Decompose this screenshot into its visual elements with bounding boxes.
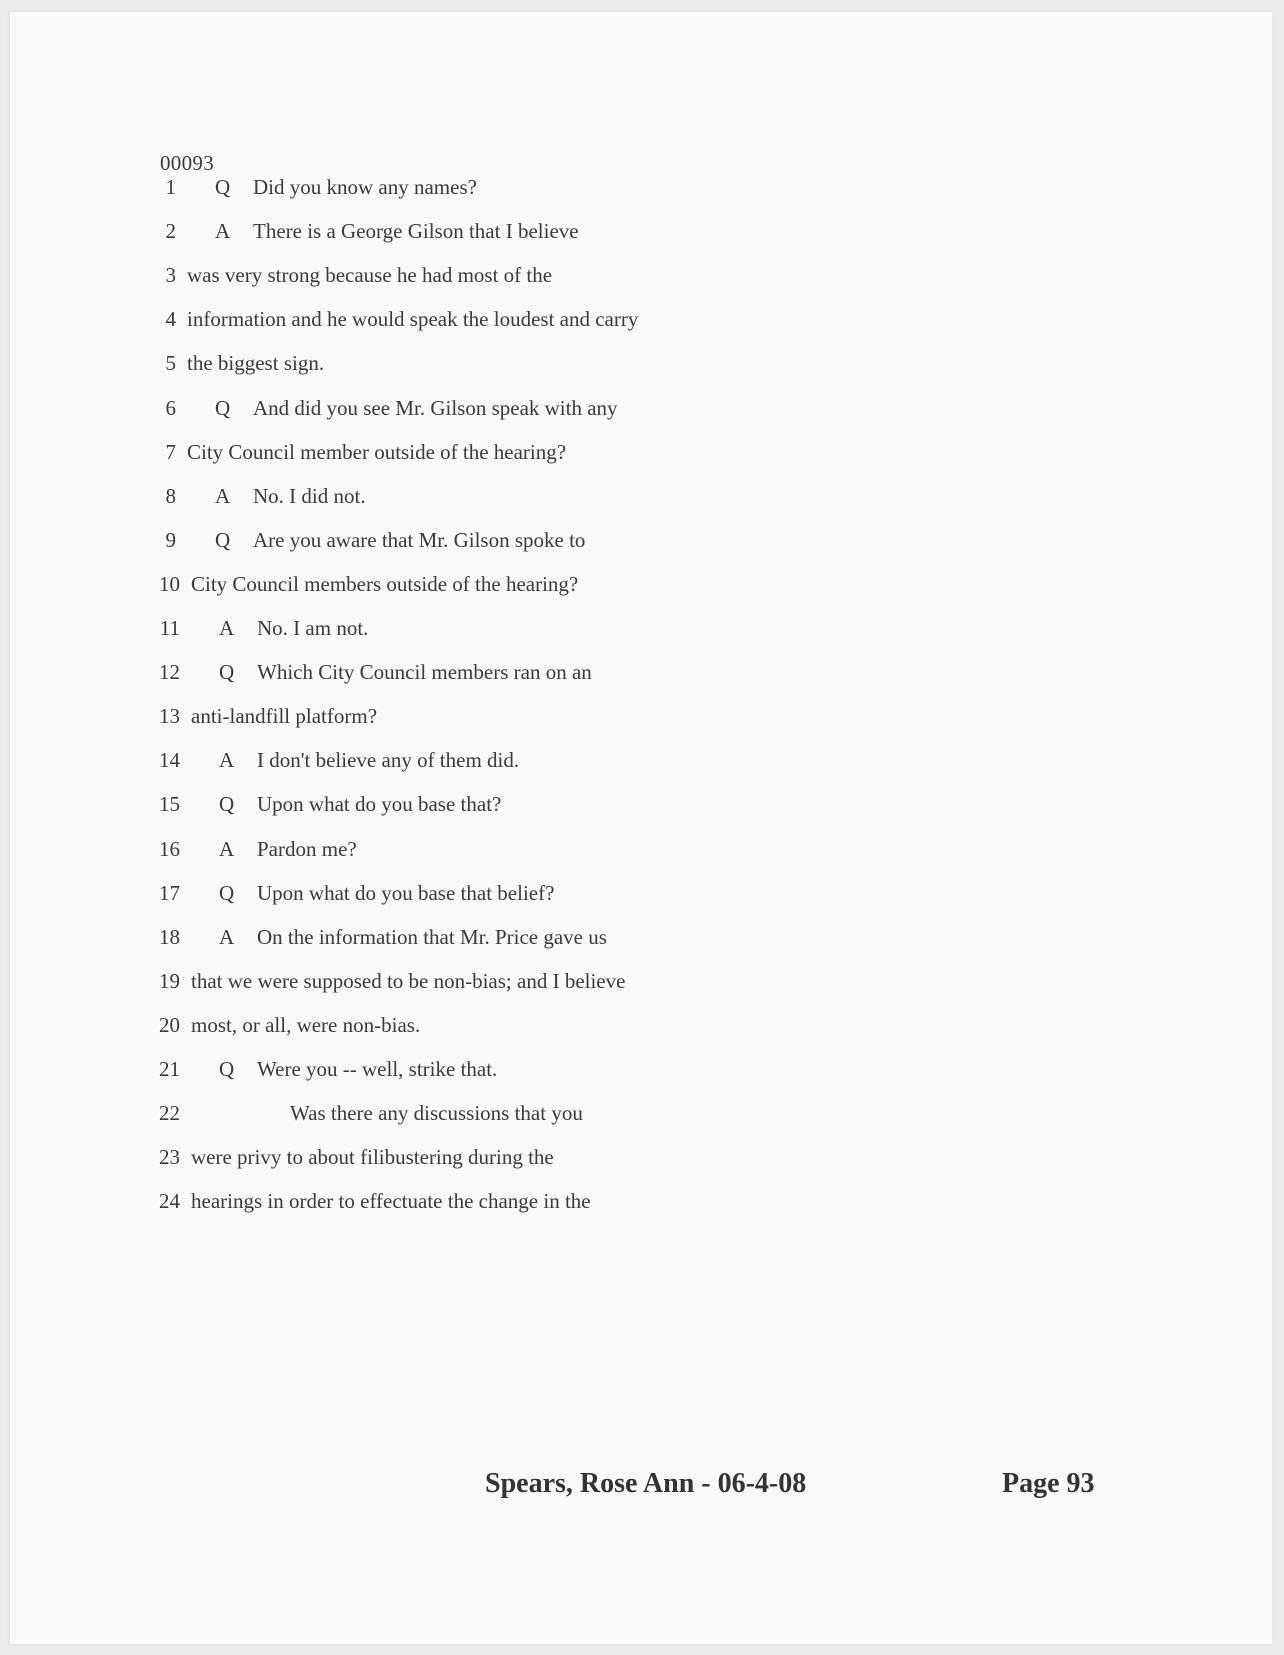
speaker-label: A bbox=[215, 219, 231, 244]
speaker-label: Q bbox=[215, 395, 231, 420]
line-text: Upon what do you base that belief? bbox=[257, 880, 555, 905]
line-text: On the information that Mr. Price gave us bbox=[257, 924, 607, 949]
line-text: that we were supposed to be non-bias; and I believe bbox=[191, 968, 626, 993]
transcript-page bbox=[10, 12, 1272, 1644]
footer-deponent-date: Spears, Rose Ann - 06-4-08 bbox=[485, 1468, 807, 1499]
line-number: 8 bbox=[165, 483, 176, 508]
document-number: 00093 bbox=[160, 151, 214, 175]
line-number: 1 bbox=[165, 175, 176, 199]
line-number: 20 bbox=[159, 1012, 180, 1037]
line-text: Was there any discussions that you bbox=[290, 1101, 583, 1126]
line-text: anti-landfill platform? bbox=[191, 704, 378, 729]
line-text: Upon what do you base that? bbox=[257, 792, 502, 817]
line-number: 4 bbox=[165, 307, 176, 332]
speaker-label: A bbox=[215, 483, 231, 508]
line-number: 14 bbox=[159, 748, 180, 773]
line-number: 6 bbox=[165, 395, 176, 420]
line-number: 2 bbox=[165, 219, 176, 244]
line-number: 24 bbox=[159, 1189, 180, 1214]
line-text: City Council member outside of the hearing? bbox=[187, 439, 567, 464]
footer-page-number: Page 93 bbox=[1002, 1468, 1095, 1499]
line-number: 10 bbox=[159, 571, 180, 596]
line-number: 15 bbox=[159, 792, 180, 817]
line-text: And did you see Mr. Gilson speak with any bbox=[253, 395, 618, 420]
line-text: information and he would speak the loudest and carry bbox=[187, 307, 639, 332]
speaker-label: Q bbox=[219, 792, 235, 817]
line-text: Are you aware that Mr. Gilson spoke to bbox=[253, 527, 586, 552]
speaker-label: Q bbox=[215, 175, 231, 199]
line-text: There is a George Gilson that I believe bbox=[253, 219, 579, 244]
speaker-label: A bbox=[219, 748, 235, 773]
speaker-label: A bbox=[219, 616, 235, 640]
speaker-label: Q bbox=[219, 660, 235, 685]
line-text: Did you know any names? bbox=[253, 175, 477, 199]
line-text: were privy to about filibustering during the bbox=[191, 1145, 554, 1170]
line-number: 5 bbox=[165, 351, 176, 376]
line-text: hearings in order to effectuate the change in the bbox=[191, 1189, 591, 1214]
line-number: 19 bbox=[159, 968, 180, 993]
line-number: 9 bbox=[165, 527, 176, 552]
line-text: No. I did not. bbox=[253, 483, 366, 508]
line-text: Pardon me? bbox=[257, 836, 357, 861]
speaker-label: Q bbox=[219, 880, 235, 905]
line-text: Were you -- well, strike that. bbox=[257, 1057, 498, 1081]
line-text: most, or all, were non-bias. bbox=[191, 1012, 421, 1037]
speaker-label: Q bbox=[215, 527, 231, 552]
line-number: 21 bbox=[159, 1057, 180, 1081]
line-text: Which City Council members ran on an bbox=[257, 660, 592, 685]
speaker-label: Q bbox=[219, 1057, 235, 1081]
line-number: 22 bbox=[159, 1101, 180, 1126]
line-number: 23 bbox=[159, 1145, 180, 1170]
line-text: was very strong because he had most of the bbox=[187, 263, 553, 288]
line-number: 13 bbox=[159, 704, 180, 729]
line-text: I don't believe any of them did. bbox=[257, 748, 520, 773]
line-number: 16 bbox=[159, 836, 180, 861]
line-text: City Council members outside of the hearing? bbox=[191, 571, 579, 596]
line-number: 3 bbox=[165, 263, 176, 288]
line-text: No. I am not. bbox=[257, 616, 369, 640]
speaker-label: A bbox=[219, 836, 235, 861]
line-number: 12 bbox=[159, 660, 180, 685]
line-number: 18 bbox=[159, 924, 180, 949]
line-number: 11 bbox=[159, 616, 180, 640]
line-text: the biggest sign. bbox=[187, 351, 325, 376]
speaker-label: A bbox=[219, 924, 235, 949]
line-number: 17 bbox=[159, 880, 180, 905]
line-number: 7 bbox=[165, 439, 176, 464]
